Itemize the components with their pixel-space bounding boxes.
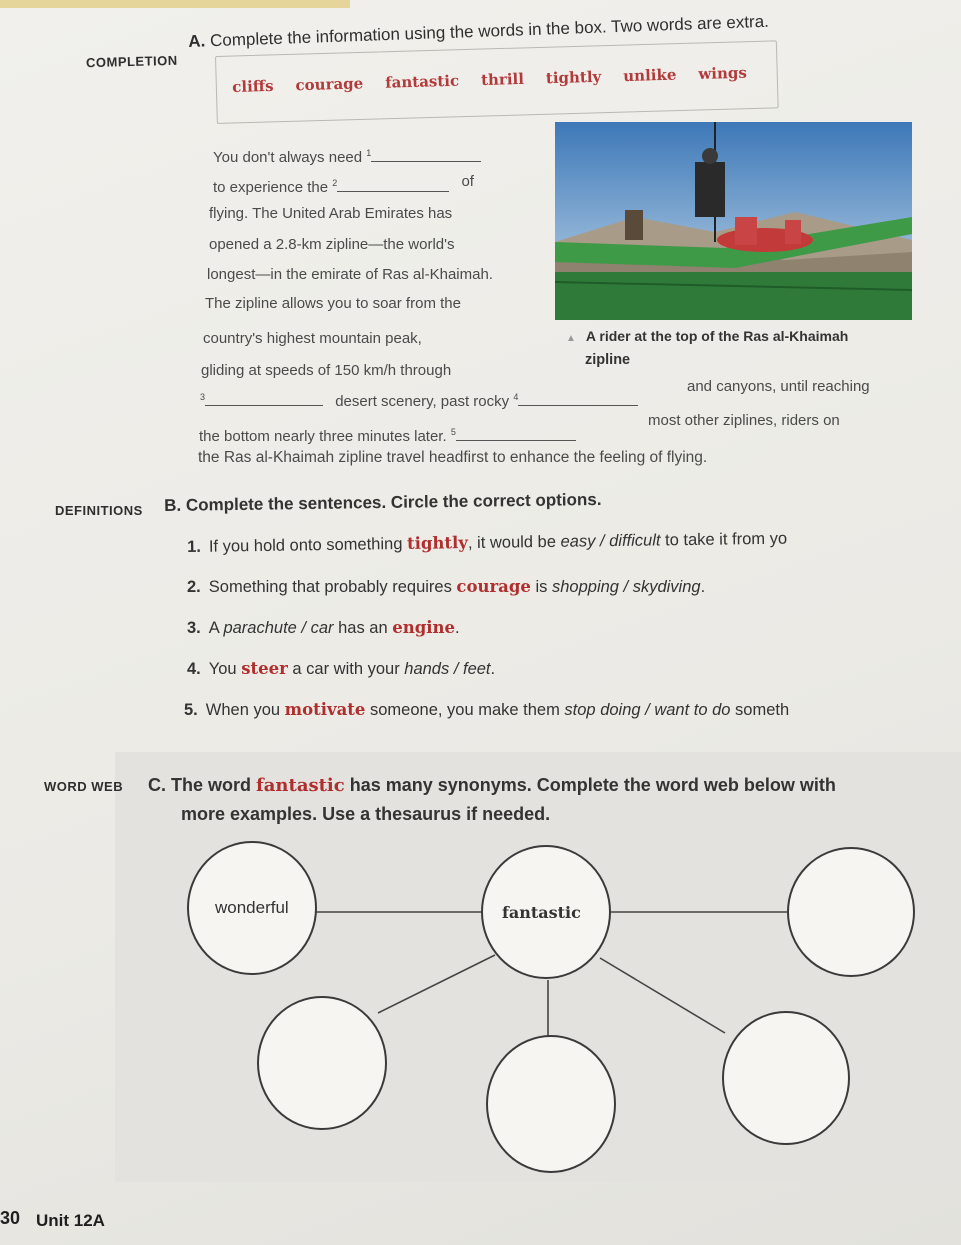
passage-line-11: the Ras al-Khaimah zipline travel headfirst to enhance the feeling of flying. bbox=[198, 449, 708, 466]
options-5[interactable]: stop doing / want to do bbox=[564, 701, 731, 719]
passage-line-3: flying. The United Arab Emirates has bbox=[209, 205, 453, 222]
blank-number-3: 3 bbox=[200, 392, 206, 402]
blank-number-2: 2 bbox=[332, 178, 338, 188]
web-word-fantastic: fantastic bbox=[502, 903, 581, 922]
word-thrill: thrill bbox=[480, 69, 525, 90]
passage-line-9: $^3$ desert scenery, past rocky $^4$ bbox=[200, 392, 638, 410]
section-c-tag: WORD WEB bbox=[44, 779, 124, 794]
question-1: 1. If you hold onto something tightly, it would be easy / difficult to take it from yo bbox=[187, 529, 788, 556]
options-1[interactable]: easy / difficult bbox=[560, 531, 661, 551]
passage-line-4: opened a 2.8-km zipline—the world's bbox=[209, 236, 455, 253]
unit-label: Unit 12A bbox=[36, 1211, 105, 1230]
keyword-engine: engine bbox=[392, 618, 456, 637]
options-4[interactable]: hands / feet bbox=[404, 660, 491, 678]
keyword-motivate: motivate bbox=[284, 700, 366, 719]
web-node-left-bottom[interactable] bbox=[258, 997, 386, 1129]
word-unlike: unlike bbox=[623, 65, 677, 86]
word-cliffs: cliffs bbox=[232, 76, 274, 96]
options-2[interactable]: shopping / skydiving bbox=[551, 578, 701, 596]
photo-caption-line-2: zipline bbox=[585, 352, 631, 368]
section-c-letter: C. bbox=[148, 775, 166, 795]
section-a-instruction-text: Complete the information using the words in the box. Two words are extra. bbox=[209, 11, 770, 51]
section-c-instruction-line-2: more examples. Use a thesaurus if needed. bbox=[181, 804, 551, 824]
web-word-wonderful: wonderful bbox=[215, 898, 289, 917]
passage-line-8: gliding at speeds of 150 km/h through bbox=[201, 362, 452, 379]
options-3[interactable]: parachute / car bbox=[223, 619, 334, 637]
web-node-right-bottom[interactable] bbox=[723, 1012, 849, 1144]
word-wings: wings bbox=[698, 63, 748, 83]
passage-line-1: You don't always need $^1$ bbox=[213, 148, 481, 166]
section-c-instruction: C. The word fantastic has many synonyms. Complete the word web below with bbox=[148, 775, 836, 796]
keyword-fantastic: fantastic bbox=[256, 775, 345, 796]
passage-line-5: longest—in the emirate of Ras al-Khaimah. bbox=[207, 266, 493, 283]
passage-line-10: the bottom nearly three minutes later. $^5$ bbox=[199, 427, 576, 445]
question-5: 5. When you motivate someone, you make them stop doing / want to do someth bbox=[184, 700, 790, 719]
keyword-courage: courage bbox=[456, 577, 531, 596]
passage-line-7: country's highest mountain peak, bbox=[203, 330, 422, 347]
blank-number-5: 5 bbox=[450, 427, 456, 437]
passage-line-2: to experience the $^2$ of bbox=[213, 173, 474, 196]
section-a-letter: A. bbox=[188, 31, 206, 51]
web-node-right-top[interactable] bbox=[788, 848, 914, 976]
word-fantastic: fantastic bbox=[384, 71, 460, 92]
section-b-instruction-text: Complete the sentences. Circle the correct options. bbox=[185, 489, 602, 515]
photo-caption-line-1: ▲ A rider at the top of the Ras al-Khaimah bbox=[566, 328, 849, 344]
keyword-tightly: tightly bbox=[406, 533, 469, 553]
keyword-steer: steer bbox=[241, 659, 288, 678]
blank-number-1: 1 bbox=[366, 148, 372, 158]
section-b-letter: B. bbox=[164, 495, 182, 515]
question-3: 3. A parachute / car has an engine. bbox=[187, 618, 460, 637]
blank-number-4: 4 bbox=[513, 392, 519, 402]
question-2: 2. Something that probably requires courage is shopping / skydiving. bbox=[187, 577, 706, 596]
passage-line-6: The zipline allows you to soar from the bbox=[205, 295, 461, 312]
word-tightly: tightly bbox=[545, 67, 602, 88]
passage-line-9-end: and canyons, until reaching bbox=[687, 378, 870, 395]
web-node-bottom[interactable] bbox=[487, 1036, 615, 1172]
section-b-tag: DEFINITIONS bbox=[55, 503, 143, 518]
passage-line-10-end: most other ziplines, riders on bbox=[648, 412, 840, 429]
word-courage: courage bbox=[295, 74, 364, 95]
question-4: 4. You steer a car with your hands / feet. bbox=[187, 659, 496, 678]
page-number: 30 bbox=[0, 1208, 21, 1228]
caption-triangle-icon: ▲ bbox=[566, 333, 576, 344]
section-a-tag: COMPLETION bbox=[85, 52, 178, 71]
